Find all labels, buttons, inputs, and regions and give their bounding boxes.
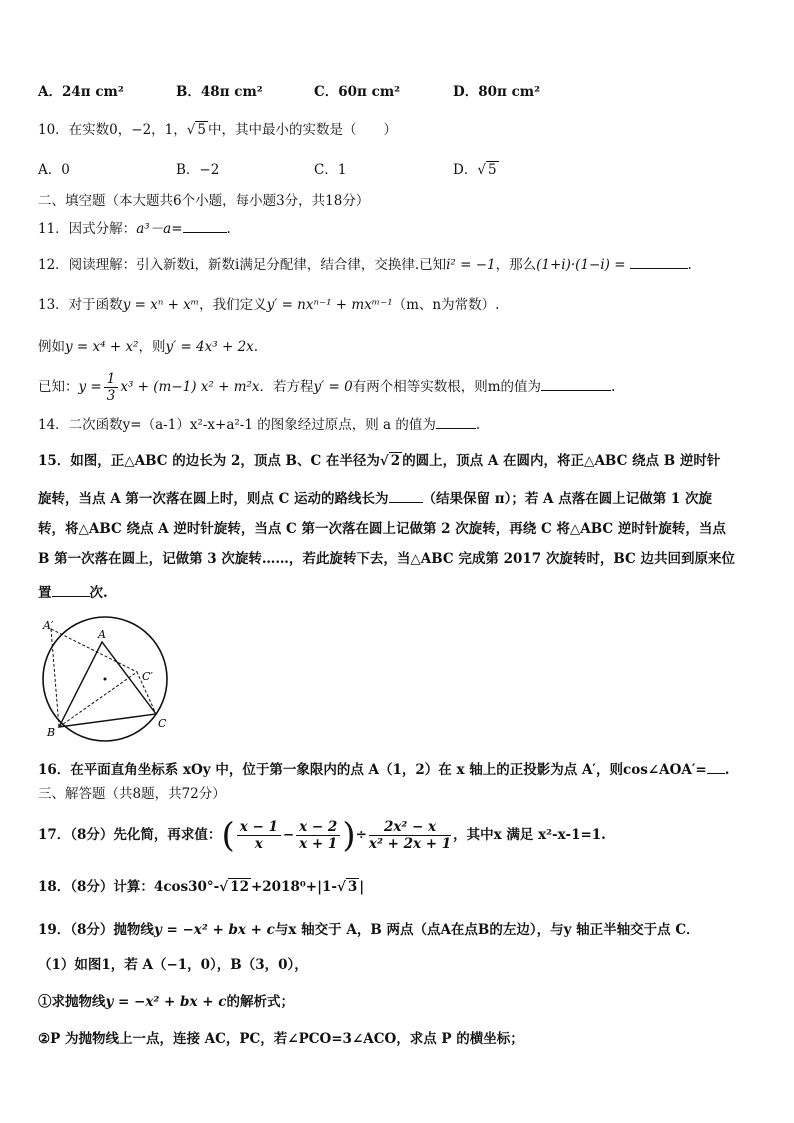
- label-c: C: [158, 717, 167, 730]
- question-16: 16．在平面直角坐标系 xOy 中，位于第一象限内的点 A（1，2）在 x 轴上的正投影为点 A′，则cos∠AOA′= .: [38, 759, 729, 780]
- q10-option-c: C．1: [314, 162, 347, 178]
- question-12: 12．阅读理解：引入新数i，新数i满足分配律，结合律，交换律.已知i² = −1，那么(1+i)·(1−i) = .: [38, 254, 692, 275]
- answer-blank[interactable]: [630, 254, 688, 269]
- question-14: 14．二次函数y=（a-1）x²-x+a²-1 的图象经过原点，则 a 的值为 .: [38, 414, 480, 435]
- question-11: 11．因式分解：a³－a= .: [38, 218, 231, 239]
- question-18: 18．（8分）计算：4cos30°-√ 12 +2018⁰+|1-√ 3 |: [38, 879, 365, 895]
- q10-option-b: B．−2: [176, 162, 220, 178]
- triangle-abc: [59, 642, 156, 727]
- label-c-prime: C′: [142, 670, 153, 683]
- answer-blank[interactable]: [541, 376, 611, 391]
- q10-option-d: D．√ 5: [453, 162, 497, 178]
- question-19-item-2: ②P 为抛物线上一点，连接 AC，PC，若∠PCO=3∠ACO，求点 P 的横坐标；: [38, 1031, 524, 1047]
- q9-option-b: B．48π cm²: [176, 84, 263, 100]
- answer-blank[interactable]: [389, 488, 423, 503]
- q12-expression: (1+i)·(1−i) =: [536, 257, 626, 273]
- question-17: 17．（8分）先化简，再求值：( $\frac{x - 1}{x}$ − $\frac{x - 2}{x + 1}$ )÷ $\frac{\text{2x² − x}}{\text{x² + 2x + 1}}$ ，其中x 满足 x²-x-1=1.: [38, 815, 606, 856]
- q10-stem-post: 中，其中最小的实数是（ ）: [207, 122, 397, 138]
- q10-option-a: A．0: [38, 162, 70, 178]
- section-3-heading: 三、解答题（共8题，共72分）: [38, 786, 226, 802]
- question-15-line-3: 转，将△ABC 绕点 A 逆时针旋转，当点 C 第一次落在圆上记做第 2 次旋转，再绕 C 将△ABC 逆时针旋转，当点: [38, 521, 726, 537]
- answer-blank[interactable]: [436, 414, 476, 429]
- q9-option-d: D．80π cm²: [453, 84, 540, 100]
- segment-a-prime-c-prime: [51, 629, 137, 672]
- q11-expression: a³－a=: [136, 221, 183, 237]
- question-15-line-2: 旋转，当点 A 第一次落在圆上时，则点 C 运动的路线长为 （结果保留 π）；若 A 点落在圆上记做第 1 次旋: [38, 488, 712, 509]
- q9-option-c: C．60π cm²: [314, 84, 401, 100]
- question-15-line-1: 15．如图，正△ABC 的边长为 2，顶点 B、C 在半径为√ 2 的圆上，顶点 A 在圆内，将正△ABC 绕点 B 逆时针: [38, 453, 721, 469]
- label-a-prime: A′: [43, 619, 54, 632]
- question-19-part-1: （1）如图1，若 A（−1，0），B（3，0），: [38, 957, 308, 973]
- question-13-known: 已知：y = $\frac{1}{3}$ x³ + (m−1) x² + m²x．若方程y′ = 0有两个相等实数根，则m的值为 .: [38, 371, 616, 404]
- question-15-line-5: 置 次.: [38, 582, 108, 603]
- question-15-line-4: B 第一次落在圆上，记做第 3 次旋转……，若此旋转下去，当△ABC 完成第 2017 次旋转时，BC 边共回到原来位: [38, 551, 735, 567]
- question-19: 19．（8分）抛物线y = −x² + bx + c与x 轴交于 A，B 两点（点A在点B的左边），与y 轴正半轴交于点 C．: [38, 922, 700, 938]
- section-2-heading: 二、填空题（本大题共6个小题，每小题3分，共18分）: [38, 193, 370, 209]
- question-10: [38, 120, 397, 140]
- answer-blank[interactable]: [707, 759, 725, 774]
- rotation-figure: [30, 612, 180, 747]
- question-19-item-1: ①求抛物线y = −x² + bx + c的解析式；: [38, 994, 294, 1010]
- label-b: B: [47, 726, 56, 739]
- label-a: A: [98, 628, 106, 641]
- answer-blank[interactable]: [52, 582, 90, 597]
- center-point: [104, 678, 107, 681]
- question-13-example: 例如y = x⁴ + x²，则y′ = 4x³ + 2x.: [38, 339, 259, 355]
- question-13: 13．对于函数y = xⁿ + xᵐ，我们定义y′ = nxⁿ⁻¹ + mxᵐ⁻¹（m、n为常数）.: [38, 297, 500, 313]
- q10-stem-pre: 10．在实数0，−2，1，: [38, 122, 187, 138]
- sqrt-5: √ 5: [186, 122, 206, 138]
- q9-option-a: A．24π cm²: [38, 84, 124, 100]
- answer-blank[interactable]: [183, 218, 227, 233]
